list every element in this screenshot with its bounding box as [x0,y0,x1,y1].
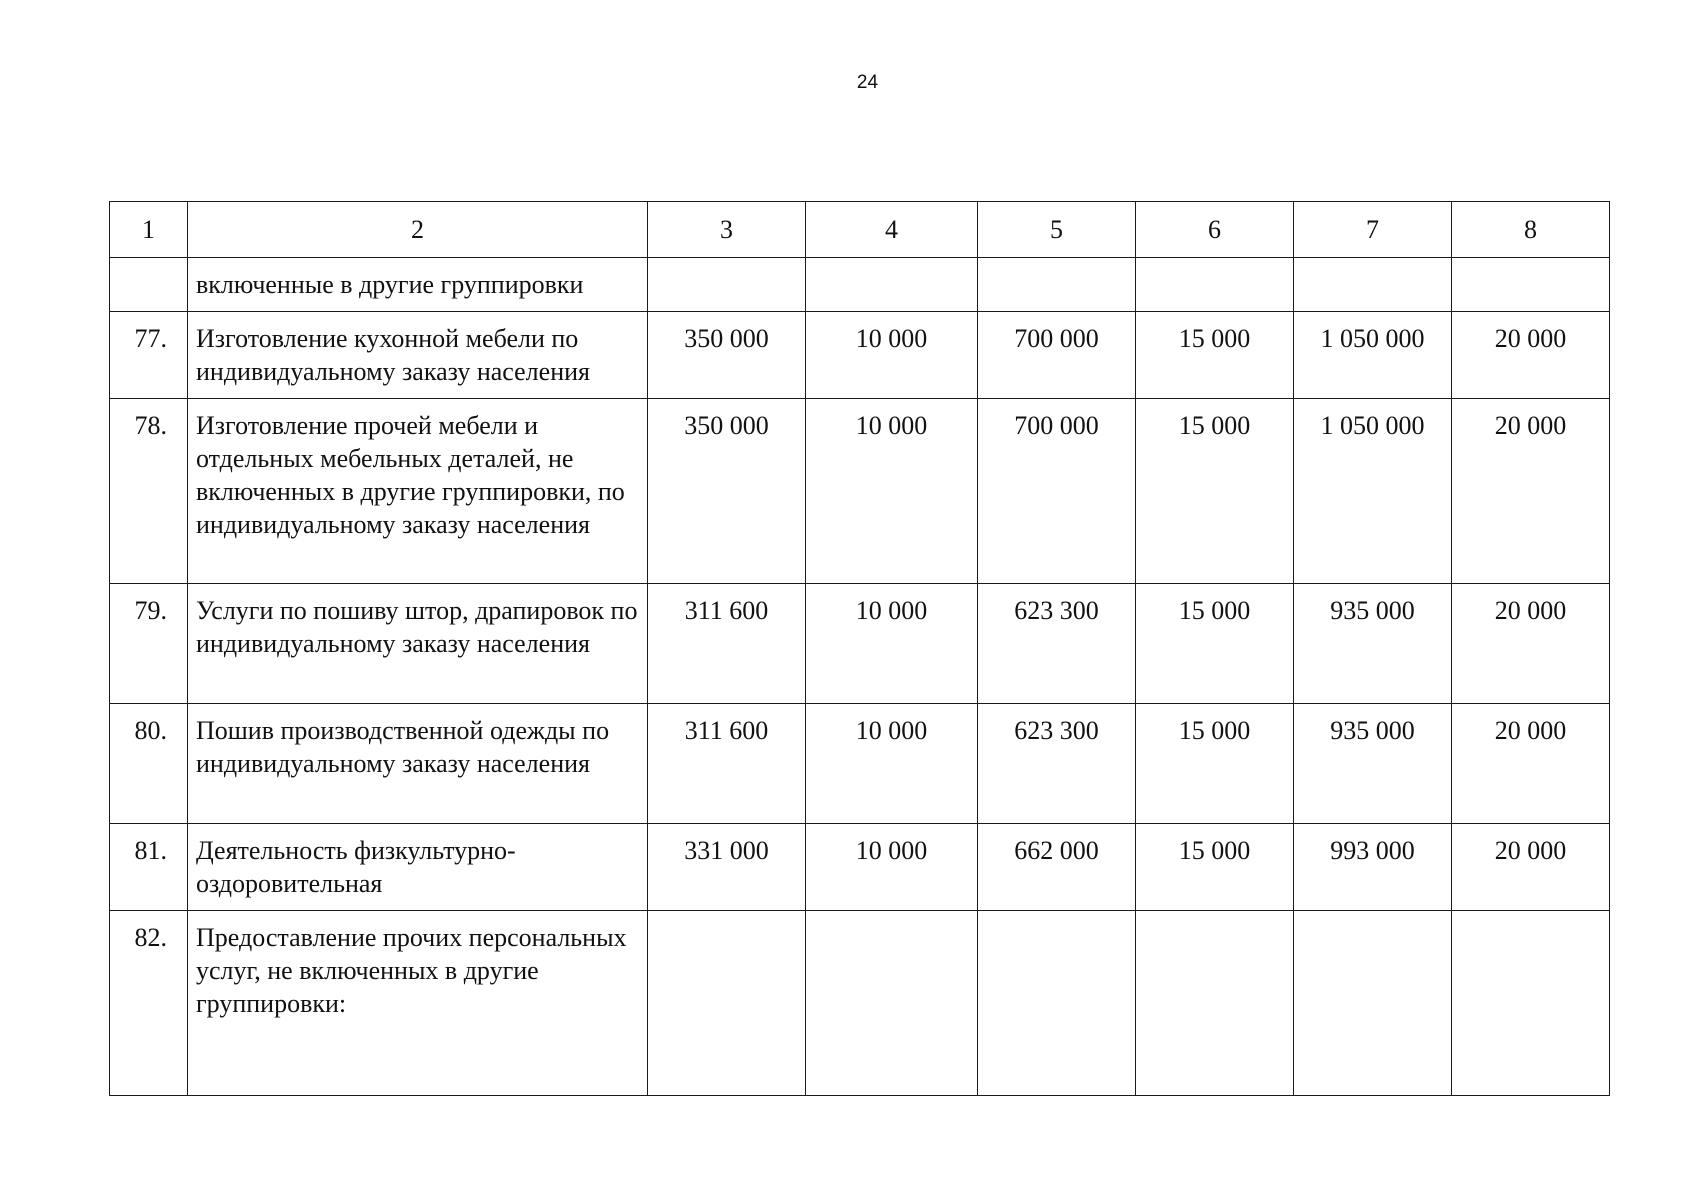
value-cell: 15 000 [1136,704,1294,824]
value-cell: 10 000 [806,704,978,824]
value-cell: 15 000 [1136,584,1294,704]
value-cell: 15 000 [1136,399,1294,584]
value-cell: 331 000 [648,824,806,911]
value-cell: 10 000 [806,399,978,584]
value-cell [648,258,806,312]
value-cell: 15 000 [1136,312,1294,399]
column-header: 3 [648,202,806,258]
table-header-row [110,202,1610,258]
value-cell: 20 000 [1452,704,1610,824]
value-cell: 20 000 [1452,584,1610,704]
value-cell [806,258,978,312]
value-cell: 20 000 [1452,399,1610,584]
column-header: 2 [188,202,648,258]
value-cell: 15 000 [1136,824,1294,911]
row-number: 82. [110,911,188,1096]
value-cell: 10 000 [806,824,978,911]
column-header: 6 [1136,202,1294,258]
value-cell [1294,258,1452,312]
table-row [110,584,1610,704]
value-cell: 623 300 [978,704,1136,824]
value-cell [1452,258,1610,312]
table-row [110,911,1610,1096]
value-cell: 935 000 [1294,584,1452,704]
value-cell: 1 050 000 [1294,399,1452,584]
value-cell: 350 000 [648,312,806,399]
activity-name: Деятельность физкультурно-оздоровительная [188,824,648,911]
value-cell [1452,911,1610,1096]
row-number: 79. [110,584,188,704]
value-cell [806,911,978,1096]
activity-name: включенные в другие группировки [188,258,648,312]
table-row [110,704,1610,824]
table-row [110,258,1610,312]
value-cell [1294,911,1452,1096]
row-number: 81. [110,824,188,911]
row-number: 80. [110,704,188,824]
activity-name: Предоставление прочих персональных услуг, не включенных в другие группировки: [188,911,648,1096]
row-number [110,258,188,312]
value-cell [978,258,1136,312]
value-cell: 20 000 [1452,312,1610,399]
table-row [110,312,1610,399]
value-cell: 935 000 [1294,704,1452,824]
column-header: 1 [110,202,188,258]
column-header: 5 [978,202,1136,258]
activity-name: Пошив производственной одежды по индивидуальному заказу населения [188,704,648,824]
value-cell [978,911,1136,1096]
activity-name: Услуги по пошиву штор, драпировок по индивидуальному заказу населения [188,584,648,704]
value-cell [648,911,806,1096]
row-number: 78. [110,399,188,584]
value-cell: 10 000 [806,312,978,399]
value-cell: 1 050 000 [1294,312,1452,399]
value-cell [1136,911,1294,1096]
activity-name: Изготовление прочей мебели и отдельных мебельных деталей, не включенных в другие группировки, по индивидуальному заказу населения [188,399,648,584]
value-cell: 700 000 [978,399,1136,584]
value-cell [1136,258,1294,312]
value-cell: 662 000 [978,824,1136,911]
column-header: 4 [806,202,978,258]
value-cell: 20 000 [1452,824,1610,911]
value-cell: 311 600 [648,704,806,824]
table-row [110,399,1610,584]
column-header: 7 [1294,202,1452,258]
activity-name: Изготовление кухонной мебели по индивидуальному заказу населения [188,312,648,399]
tariff-table [109,201,1610,1096]
value-cell: 350 000 [648,399,806,584]
value-cell: 311 600 [648,584,806,704]
value-cell: 10 000 [806,584,978,704]
row-number: 77. [110,312,188,399]
page-number: 24 [856,72,879,93]
table-row [110,824,1610,911]
value-cell: 700 000 [978,312,1136,399]
value-cell: 993 000 [1294,824,1452,911]
column-header: 8 [1452,202,1610,258]
value-cell: 623 300 [978,584,1136,704]
